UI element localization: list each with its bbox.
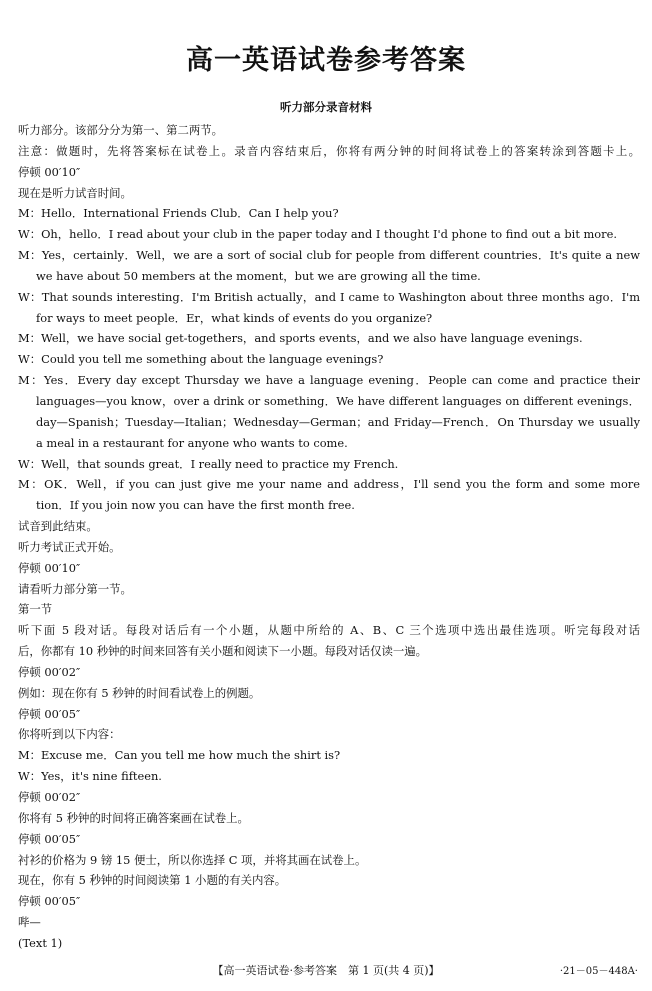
- text-line: we have about 50 members at the moment，but we are growing all the time.: [36, 268, 481, 283]
- text-line: 衬衫的价格为 9 镑 15 便士，所以你选择 C 项，并将其画在试卷上。: [18, 852, 367, 867]
- text-line: 停顿 00′02″: [18, 664, 81, 679]
- text-line: (Text 1): [18, 935, 63, 950]
- footer-page-info: 【高一英语试卷·参考答案 第 1 页(共 4 页)】: [212, 964, 440, 977]
- page-title: 高一英语试卷参考答案: [186, 45, 466, 76]
- text-line: 听力考试正式开始。: [18, 539, 121, 554]
- text-line: M：OK．Well，if you can just give me your name and address，I'll send you the form and some more: [18, 477, 640, 492]
- text-line: 第一节: [18, 602, 53, 617]
- text-line: M：Excuse me．Can you tell me how much the shirt is?: [18, 748, 341, 763]
- text-line: M：Hello．International Friends Club．Can I help you?: [18, 206, 339, 221]
- text-line: 停顿 00′05″: [18, 706, 81, 721]
- text-line: W：Could you tell me something about the language evenings?: [18, 352, 384, 367]
- text-line: M：Yes，certainly．Well，we are a sort of social club for people from different countries．It's quite a new: [18, 248, 640, 263]
- text-line: 你将有 5 秒钟的时间将正确答案画在试卷上。: [18, 810, 249, 825]
- text-line: 停顿 00′05″: [18, 894, 81, 909]
- text-line: languages—you know，over a drink or something．We have different languages on different evenings．: [36, 393, 640, 408]
- text-line: tion．If you join now you can have the first month free.: [36, 498, 355, 513]
- text-line: 后，你都有 10 秒钟的时间来回答有关小题和阅读下一小题。每段对话仅读一遍。: [18, 644, 428, 659]
- text-line: M：Yes．Every day except Thursday we have a language evening．People can come and practice their: [18, 373, 640, 388]
- text-line: 现在是听力试音时间。: [18, 185, 132, 200]
- text-line: 请看听力部分第一节。: [18, 581, 132, 596]
- footer-code: ·21－05－448A·: [559, 966, 638, 977]
- text-line: 停顿 00′10″: [18, 164, 81, 179]
- text-line: 停顿 00′10″: [18, 560, 81, 575]
- text-line: 停顿 00′02″: [18, 790, 81, 804]
- text-line: day—Spanish；Tuesday—Italian；Wednesday—German；and Friday—French．On Thursday we usually: [36, 414, 640, 429]
- text-line: W：Yes，it's nine fifteen.: [18, 769, 162, 784]
- transcript-body: [18, 120, 640, 954]
- section-subtitle: 听力部分录音材料: [280, 100, 372, 114]
- text-line: for ways to meet people．Er，what kinds of events do you organize?: [36, 310, 433, 325]
- text-line: 你将听到以下内容：: [18, 727, 121, 742]
- text-line: W：Well，that sounds great．I really need to practice my French.: [18, 456, 399, 471]
- text-line: 哔—: [18, 915, 41, 930]
- text-line: 听力部分。该部分分为第一、第二两节。: [18, 123, 224, 137]
- text-line: a meal in a restaurant for anyone who wants to come.: [36, 435, 348, 450]
- text-line: 试音到此结束。: [18, 519, 98, 534]
- text-line: 停顿 00′05″: [18, 831, 81, 846]
- text-line: 现在，你有 5 秒钟的时间阅读第 1 小题的有关内容。: [18, 873, 287, 888]
- text-line: 注意：做题时，先将答案标在试卷上。录音内容结束后，你将有两分钟的时间将试卷上的答案转涂到答题卡上。: [18, 143, 640, 158]
- text-line: M：Well，we have social get-togethers，and sports events，and we also have language evenings.: [18, 331, 583, 346]
- text-line: W：That sounds interesting．I'm British actually，and I came to Washington about three months ago．I'm: [18, 289, 640, 304]
- text-line: 例如：现在你有 5 秒钟的时间看试卷上的例题。: [18, 685, 261, 700]
- text-line: W：Oh，hello．I read about your club in the paper today and I thought I'd phone to find out a bit more.: [18, 227, 617, 242]
- text-line: 听下面 5 段对话。每段对话后有一个小题，从题中所给的 A、B、C 三个选项中选出最佳选项。听完每段对话: [18, 623, 640, 638]
